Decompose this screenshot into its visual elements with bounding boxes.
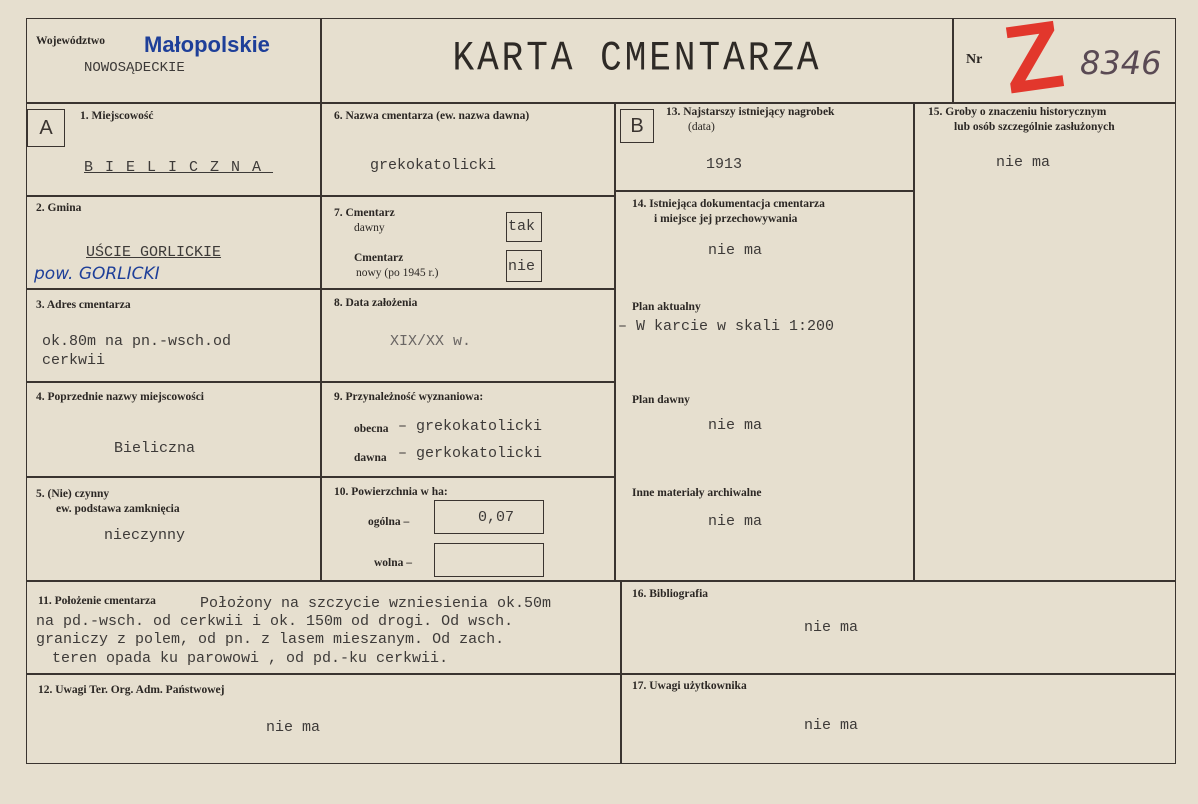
field-3-line2: cerkwii [42,352,106,369]
field-14-label: 14. Istniejąca dokumentacja cmentarza [632,198,825,210]
field-11-label: 11. Położenie cmentarza [38,595,156,607]
field-9-obecna-label: obecna [354,423,389,435]
nr-label: Nr [966,52,983,67]
field-17-label: 17. Uwagi użytkownika [632,680,747,692]
field-8-label: 8. Data założenia [334,297,418,309]
field-1-label: 1. Miejscowość [80,110,154,122]
field-13-label: 13. Najstarszy istniejący nagrobek [666,106,835,118]
field-10-label: 10. Powierzchnia w ha: [334,486,448,498]
field-9-label: 9. Przynależność wyznaniowa: [334,391,484,403]
field-8-value: XIX/XX w. [390,333,472,350]
field-7-nowy: nowy (po 1945 r.) [356,267,439,279]
field-7-nie: nie [508,258,536,275]
field-7-nowy-label: Cmentarz [354,252,404,264]
field-10-wolna-label: wolna – [374,557,413,569]
field-14-value: nie ma [708,242,763,259]
field-13-value: 1913 [706,156,743,173]
field-16-label: 16. Bibliografia [632,588,709,600]
field-2-label: 2. Gmina [36,202,82,214]
field-15-value: nie ma [996,154,1051,171]
cell-1 [26,102,322,197]
field-9-obecna: – grekokatolicki [398,418,543,435]
wojewodztwo-stamp: Małopolskie [144,32,270,57]
field-11-line4: teren opada ku parowowi , od pd.-ku cerkwii. [52,650,449,667]
field-11-line3: graniczy z polem, od pn. z lasem mieszanym. Od zach. [36,631,505,648]
plan-aktualny-value: – W karcie w skali 1:200 [618,318,835,335]
field-6-label: 6. Nazwa cmentarza (ew. nazwa dawna) [334,110,530,122]
field-2-value: UŚCIE GORLICKIE [86,244,222,261]
field-4-value: Bieliczna [114,440,196,457]
field-5-value: nieczynny [104,527,186,544]
field-14-sublabel: i miejsce jej przechowywania [654,213,798,225]
field-11-line1: Położony na szczycie wzniesienia ok.50m [200,595,552,612]
field-2-handwritten: pow. GORLICKI [34,264,160,284]
field-5-label: 5. (Nie) czynny [36,488,110,500]
field-10-ogolna: 0,07 [478,509,515,526]
field-10-wolna-box [434,543,544,577]
field-5-sublabel: ew. podstawa zamknięcia [56,503,180,515]
field-9-dawna-label: dawna [354,452,387,464]
field-7-tak: tak [508,218,536,235]
field-7-dawny: dawny [354,222,385,234]
field-3-label: 3. Adres cmentarza [36,299,131,311]
field-1-value: BIELICZNA [84,159,274,176]
inne-materialy-label: Inne materiały archiwalne [632,487,762,499]
plan-aktualny-label: Plan aktualny [632,301,701,313]
field-12-label: 12. Uwagi Ter. Org. Adm. Państwowej [38,684,225,696]
field-13-sublabel: (data) [688,121,715,133]
field-4-label: 4. Poprzednie nazwy miejscowości [36,391,204,403]
field-15-sublabel: lub osób szczególnie zasłużonych [954,121,1115,133]
inne-materialy-value: nie ma [708,513,763,530]
plan-dawny-value: nie ma [708,417,763,434]
section-a-letter: A [27,109,65,147]
field-15-label: 15. Groby o znaczeniu historycznym [928,106,1107,118]
card-title: KARTA CMENTARZA [452,34,822,83]
nr-letter-stamp: Z [996,0,1070,115]
wojewodztwo-value: NOWOSĄDECKIE [84,60,185,76]
field-12-value: nie ma [266,719,321,736]
field-16-value: nie ma [804,619,859,636]
field-17-value: nie ma [804,717,859,734]
nr-value: 8346 [1080,44,1162,82]
field-9-dawna: – gerkokatolicki [398,445,543,462]
cell-14-plans [614,190,915,582]
field-10-ogolna-label: ogólna – [368,516,410,528]
field-11-line2: na pd.-wsch. od cerkwii i ok. 150m od drogi. Od wsch. [36,613,514,630]
field-3-line1: ok.80m na pn.-wsch.od [42,333,232,350]
section-b-letter: B [620,109,654,143]
field-7-label: 7. Cmentarz [334,207,395,219]
plan-dawny-label: Plan dawny [632,394,690,406]
cell-15 [913,102,1176,582]
field-6-value: grekokatolicki [370,157,497,174]
wojewodztwo-label: Województwo [36,35,105,47]
